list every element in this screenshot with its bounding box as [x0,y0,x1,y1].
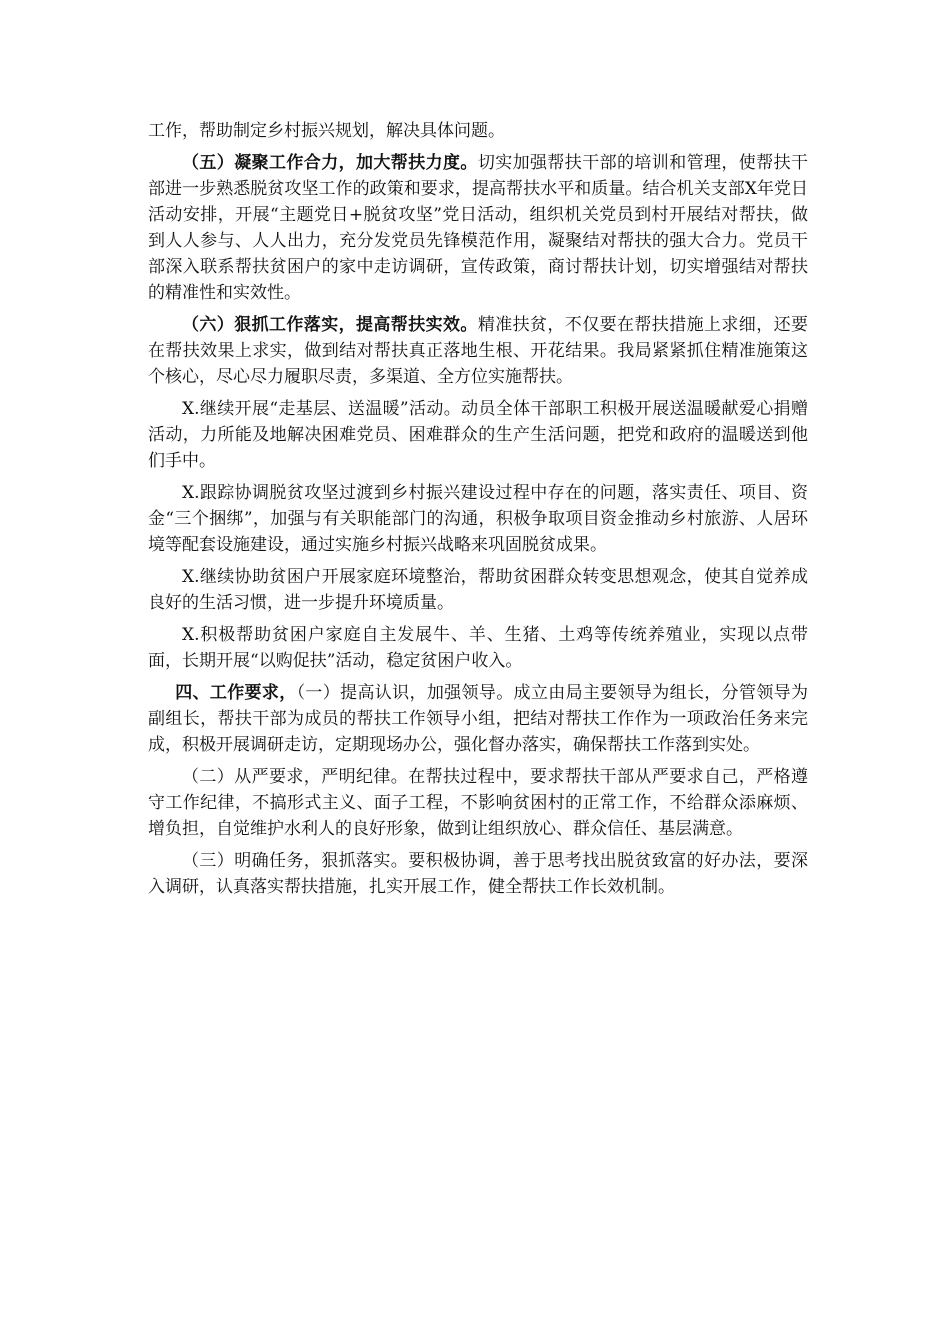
paragraph-text: X.继续开展“走基层、送温暖”活动。动员全体干部职工积极开展送温暖献爱心捐赠活动，力所能及地解决困难党员、困难群众的生产生活问题，把党和政府的温暖送到他们手中。 [148,399,808,471]
paragraph-requirement [148,848,808,900]
paragraph-item [148,622,808,674]
paragraph-item [148,480,808,558]
paragraph-section-five [148,150,808,306]
paragraph-text: 工作，帮助制定乡村振兴规划，解决具体问题。 [148,121,505,141]
paragraph-text: X.跟踪协调脱贫攻坚过渡到乡村振兴建设过程中存在的问题，落实责任、项目、资金“三个捆绑”，加强与有关职能部门的沟通，积极争取项目资金推动乡村旅游、人居环境等配套设施建设，通过实施乡村振兴战略来巩固脱贫成果。 [148,483,808,555]
paragraph-text: （一）提高认识，加强领导。成立由局主要领导为组长，分管领导为副组长，帮扶干部为成员的帮扶工作领导小组，把结对帮扶工作作为一项政治任务来完成，积极开展调研走访，定期现场办公，强化督办落实，确保帮扶工作落到实处。 [148,683,809,755]
paragraph-continued [148,118,808,144]
paragraph-text: X.积极帮助贫困户家庭自主发展牛、羊、生猪、土鸡等传统养殖业，实现以点带面，长期开展“以购促扶”活动，稳定贫困户收入。 [148,625,808,671]
paragraph-text: （三）明确任务，狠抓落实。要积极协调，善于思考找出脱贫致富的好办法，要深入调研，认真落实帮扶措施，扎实开展工作，健全帮扶工作长效机制。 [148,851,808,897]
paragraph-text: 精准扶贫，不仅要在帮扶措施上求细，还要在帮扶效果上求实，做到结对帮扶真正落地生根、开花结果。我局紧紧抓住精准施策这个核心，尽心尽力履职尽责，多渠道、全方位实施帮扶。 [148,315,809,387]
paragraph-text: X.继续协助贫困户开展家庭环境整治，帮助贫困群众转变思想观念，使其自觉养成良好的生活习惯，进一步提升环境质量。 [148,567,808,613]
paragraph-section-six [148,312,808,390]
paragraph-text: （二）从严要求，严明纪律。在帮扶过程中，要求帮扶干部从严要求自己，严格遵守工作纪律，不搞形式主义、面子工程，不影响贫困村的正常工作，不给群众添麻烦、增负担，自觉维护水利人的良好形象，做到让组织放心、群众信任、基层满意。 [148,767,808,839]
paragraph-item [148,396,808,474]
document-page [148,118,808,904]
section-heading: （六）狠抓工作落实，提高帮扶实效。 [182,315,478,335]
paragraph-text: 切实加强帮扶干部的培训和管理，使帮扶干部进一步熟悉脱贫攻坚工作的政策和要求，提高帮扶水平和质量。结合机关支部X年党日活动安排，开展“主题党日+脱贫攻坚”党日活动，组织机关党员到村开展结对帮扶，做到人人参与、人人出力，充分发党员先锋模范作用，凝聚结对帮扶的强大合力。党员干部深入联系帮扶贫困户的家中走访调研，宣传政策，商讨帮扶计划，切实增强结对帮扶的精准性和实效性。 [148,153,809,303]
section-heading: （五）凝聚工作合力，加大帮扶力度。 [182,153,478,173]
paragraph-section-four [148,680,808,758]
section-heading: 四、工作要求， [175,683,297,703]
paragraph-item [148,564,808,616]
paragraph-requirement [148,764,808,842]
